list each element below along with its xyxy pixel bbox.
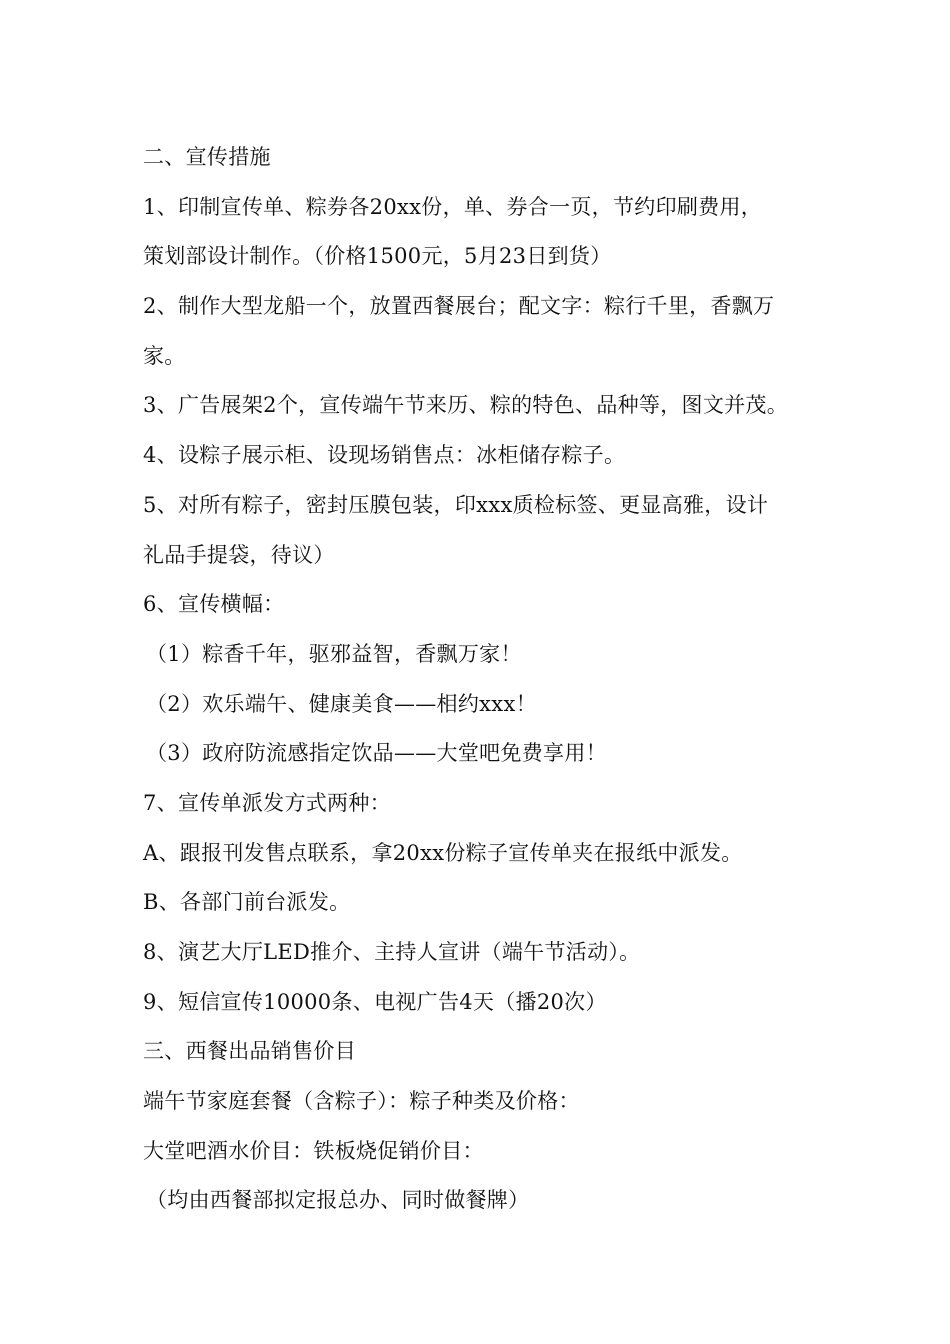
banner-slogan-line: （1）粽香千年，驱邪益智，香飘万家！ [146,641,522,666]
paragraph-line: 7、宣传单派发方式两种： [143,790,391,815]
paragraph-line: A、跟报刊发售点联系，拿20xx份粽子宣传单夹在报纸中派发。 [143,840,743,865]
paragraph-line: 端午节家庭套餐（含粽子）：粽子种类及价格： [143,1089,580,1114]
paragraph-line: 5、对所有粽子，密封压膜包装，印xxx质检标签、更显高雅，设计 [143,492,769,517]
paragraph-line: 1、印制宣传单、粽券各20xx份，单、券合一页，节约印刷费用， [143,194,763,219]
paragraph-line: 8、演艺大厅LED推介、主持人宣讲（端午节活动）。 [143,940,641,964]
paragraph-line: 4、设粽子展示柜、设现场销售点：冰柜储存粽子。 [143,443,626,468]
paragraph-line: 2、制作大型龙船一个，放置西餐展台；配文字：粽行千里，香飘万 [143,294,775,319]
paragraph-line: B、各部门前台派发。 [143,890,351,915]
banner-slogan-line: （2）欢乐端午、健康美食——相约xxx！ [146,691,537,716]
paragraph-line: 3、广告展架2个，宣传端午节来历、粽的特色、品种等，图文并茂。 [143,393,789,418]
paragraph-line: 礼品手提袋，待议） [143,542,335,567]
section-heading-publicity: 二、宣传措施 [143,145,271,169]
section-heading-pricing: 三、西餐出品销售价目 [143,1039,356,1064]
paragraph-line: 家。 [143,343,186,368]
banner-slogan-line: （3）政府防流感指定饮品——大堂吧免费享用！ [146,741,607,766]
paragraph-line: 9、短信宣传10000条、电视广告4天（播20次） [143,989,607,1014]
paragraph-line: 策划部设计制作。（价格1500元，5月23日到货） [143,244,612,269]
document-body [143,133,833,1226]
paragraph-line: 6、宣传横幅： [143,592,285,617]
paragraph-line: 大堂吧酒水价目：铁板烧促销价目： [143,1138,484,1163]
paragraph-note-line: （均由西餐部拟定报总办、同时做餐牌） [146,1188,530,1213]
